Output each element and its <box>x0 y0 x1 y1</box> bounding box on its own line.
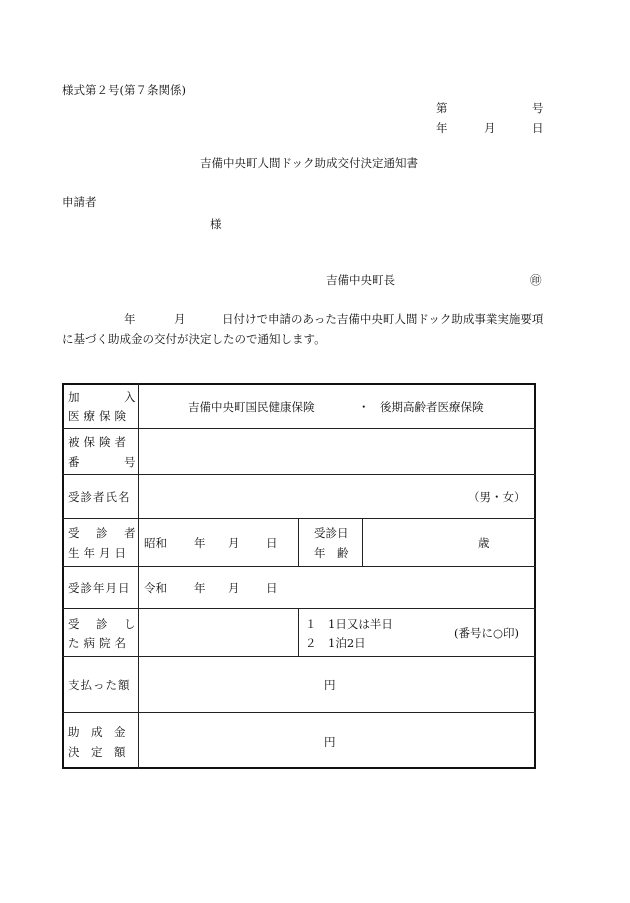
grant-unit: 円 <box>324 735 336 749</box>
label-insurance-1b: 入 <box>124 390 136 404</box>
exam-year: 年 <box>194 581 206 595</box>
date-day: 日 <box>532 121 544 135</box>
label-birth-1b: 診 <box>96 526 108 540</box>
label-hosp-1c: し <box>124 617 136 631</box>
label-patient-name: 受診者氏名 <box>68 490 131 504</box>
body-line2: に基づく助成金の交付が決定したので通知します。 <box>62 332 326 346</box>
label-hosp-1b: 診 <box>96 617 108 631</box>
label-exam-date: 受診年月日 <box>68 581 131 595</box>
row-exam-date <box>62 566 536 609</box>
row-grant-amount <box>62 712 536 769</box>
age-label-2: 年 齢 <box>314 546 349 560</box>
hospital-option-1: １ 1日又は半日 <box>305 617 393 631</box>
form-number: 様式第２号(第７条関係) <box>62 83 186 97</box>
row-insurance <box>62 383 536 429</box>
insurance-option-national: 吉備中央町国民健康保険 <box>188 400 315 414</box>
doc-number-suffix: 号 <box>532 101 544 115</box>
issuer-name: 吉備中央町長 <box>326 273 395 287</box>
birth-era: 昭和 <box>144 536 167 550</box>
birth-year: 年 <box>194 536 206 550</box>
applicant-honorific: 様 <box>210 217 222 231</box>
label-paid: 支払った額 <box>68 678 131 692</box>
label-insured-2b: 号 <box>124 455 136 469</box>
label-insured-1: 被保険者 <box>68 435 130 449</box>
exam-era: 令和 <box>144 581 167 595</box>
label-birth-1a: 受 <box>68 526 80 540</box>
label-hosp-1a: 受 <box>68 617 80 631</box>
label-grant-2: 決 定 額 <box>68 745 126 759</box>
insurance-option-elderly: 後期高齢者医療保険 <box>380 400 484 414</box>
doc-number-prefix: 第 <box>436 101 448 115</box>
row-birthdate <box>62 518 536 567</box>
row-hospital <box>62 608 536 657</box>
birth-day: 日 <box>266 536 278 550</box>
exam-day: 日 <box>266 581 278 595</box>
date-year: 年 <box>436 121 448 135</box>
label-insurance-1a: 加 <box>68 390 80 404</box>
date-month: 月 <box>484 121 496 135</box>
label-hosp-2: た病院名 <box>68 636 130 650</box>
age-unit: 歳 <box>478 536 490 550</box>
seal-mark: ㊞ <box>530 273 542 287</box>
label-birth-2: 生年月日 <box>68 546 130 560</box>
label-insured-2a: 番 <box>68 455 80 469</box>
body-year: 年 <box>124 312 136 326</box>
body-month: 月 <box>174 312 186 326</box>
row-insured-number <box>62 428 536 475</box>
label-insurance-2: 医療保険 <box>68 409 130 423</box>
paid-unit: 円 <box>324 678 336 692</box>
row-paid-amount <box>62 656 536 713</box>
insurance-separator: ・ <box>358 400 370 414</box>
age-label-1: 受診日 <box>314 526 349 540</box>
label-birth-1c: 者 <box>124 526 136 540</box>
label-grant-1: 助 成 金 <box>68 725 126 739</box>
hospital-note: (番号に○印) <box>454 626 520 640</box>
row-patient-name <box>62 474 536 519</box>
hospital-option-2: ２ 1泊2日 <box>305 636 366 650</box>
gender-choice: （男・女） <box>468 490 526 504</box>
applicant-label: 申請者 <box>62 195 97 209</box>
exam-month: 月 <box>228 581 240 595</box>
body-line1: 日付けで申請のあった吉備中央町人間ドック助成事業実施要項 <box>222 312 544 326</box>
page-title: 吉備中央町人間ドック助成交付決定通知書 <box>200 156 419 170</box>
birth-month: 月 <box>228 536 240 550</box>
